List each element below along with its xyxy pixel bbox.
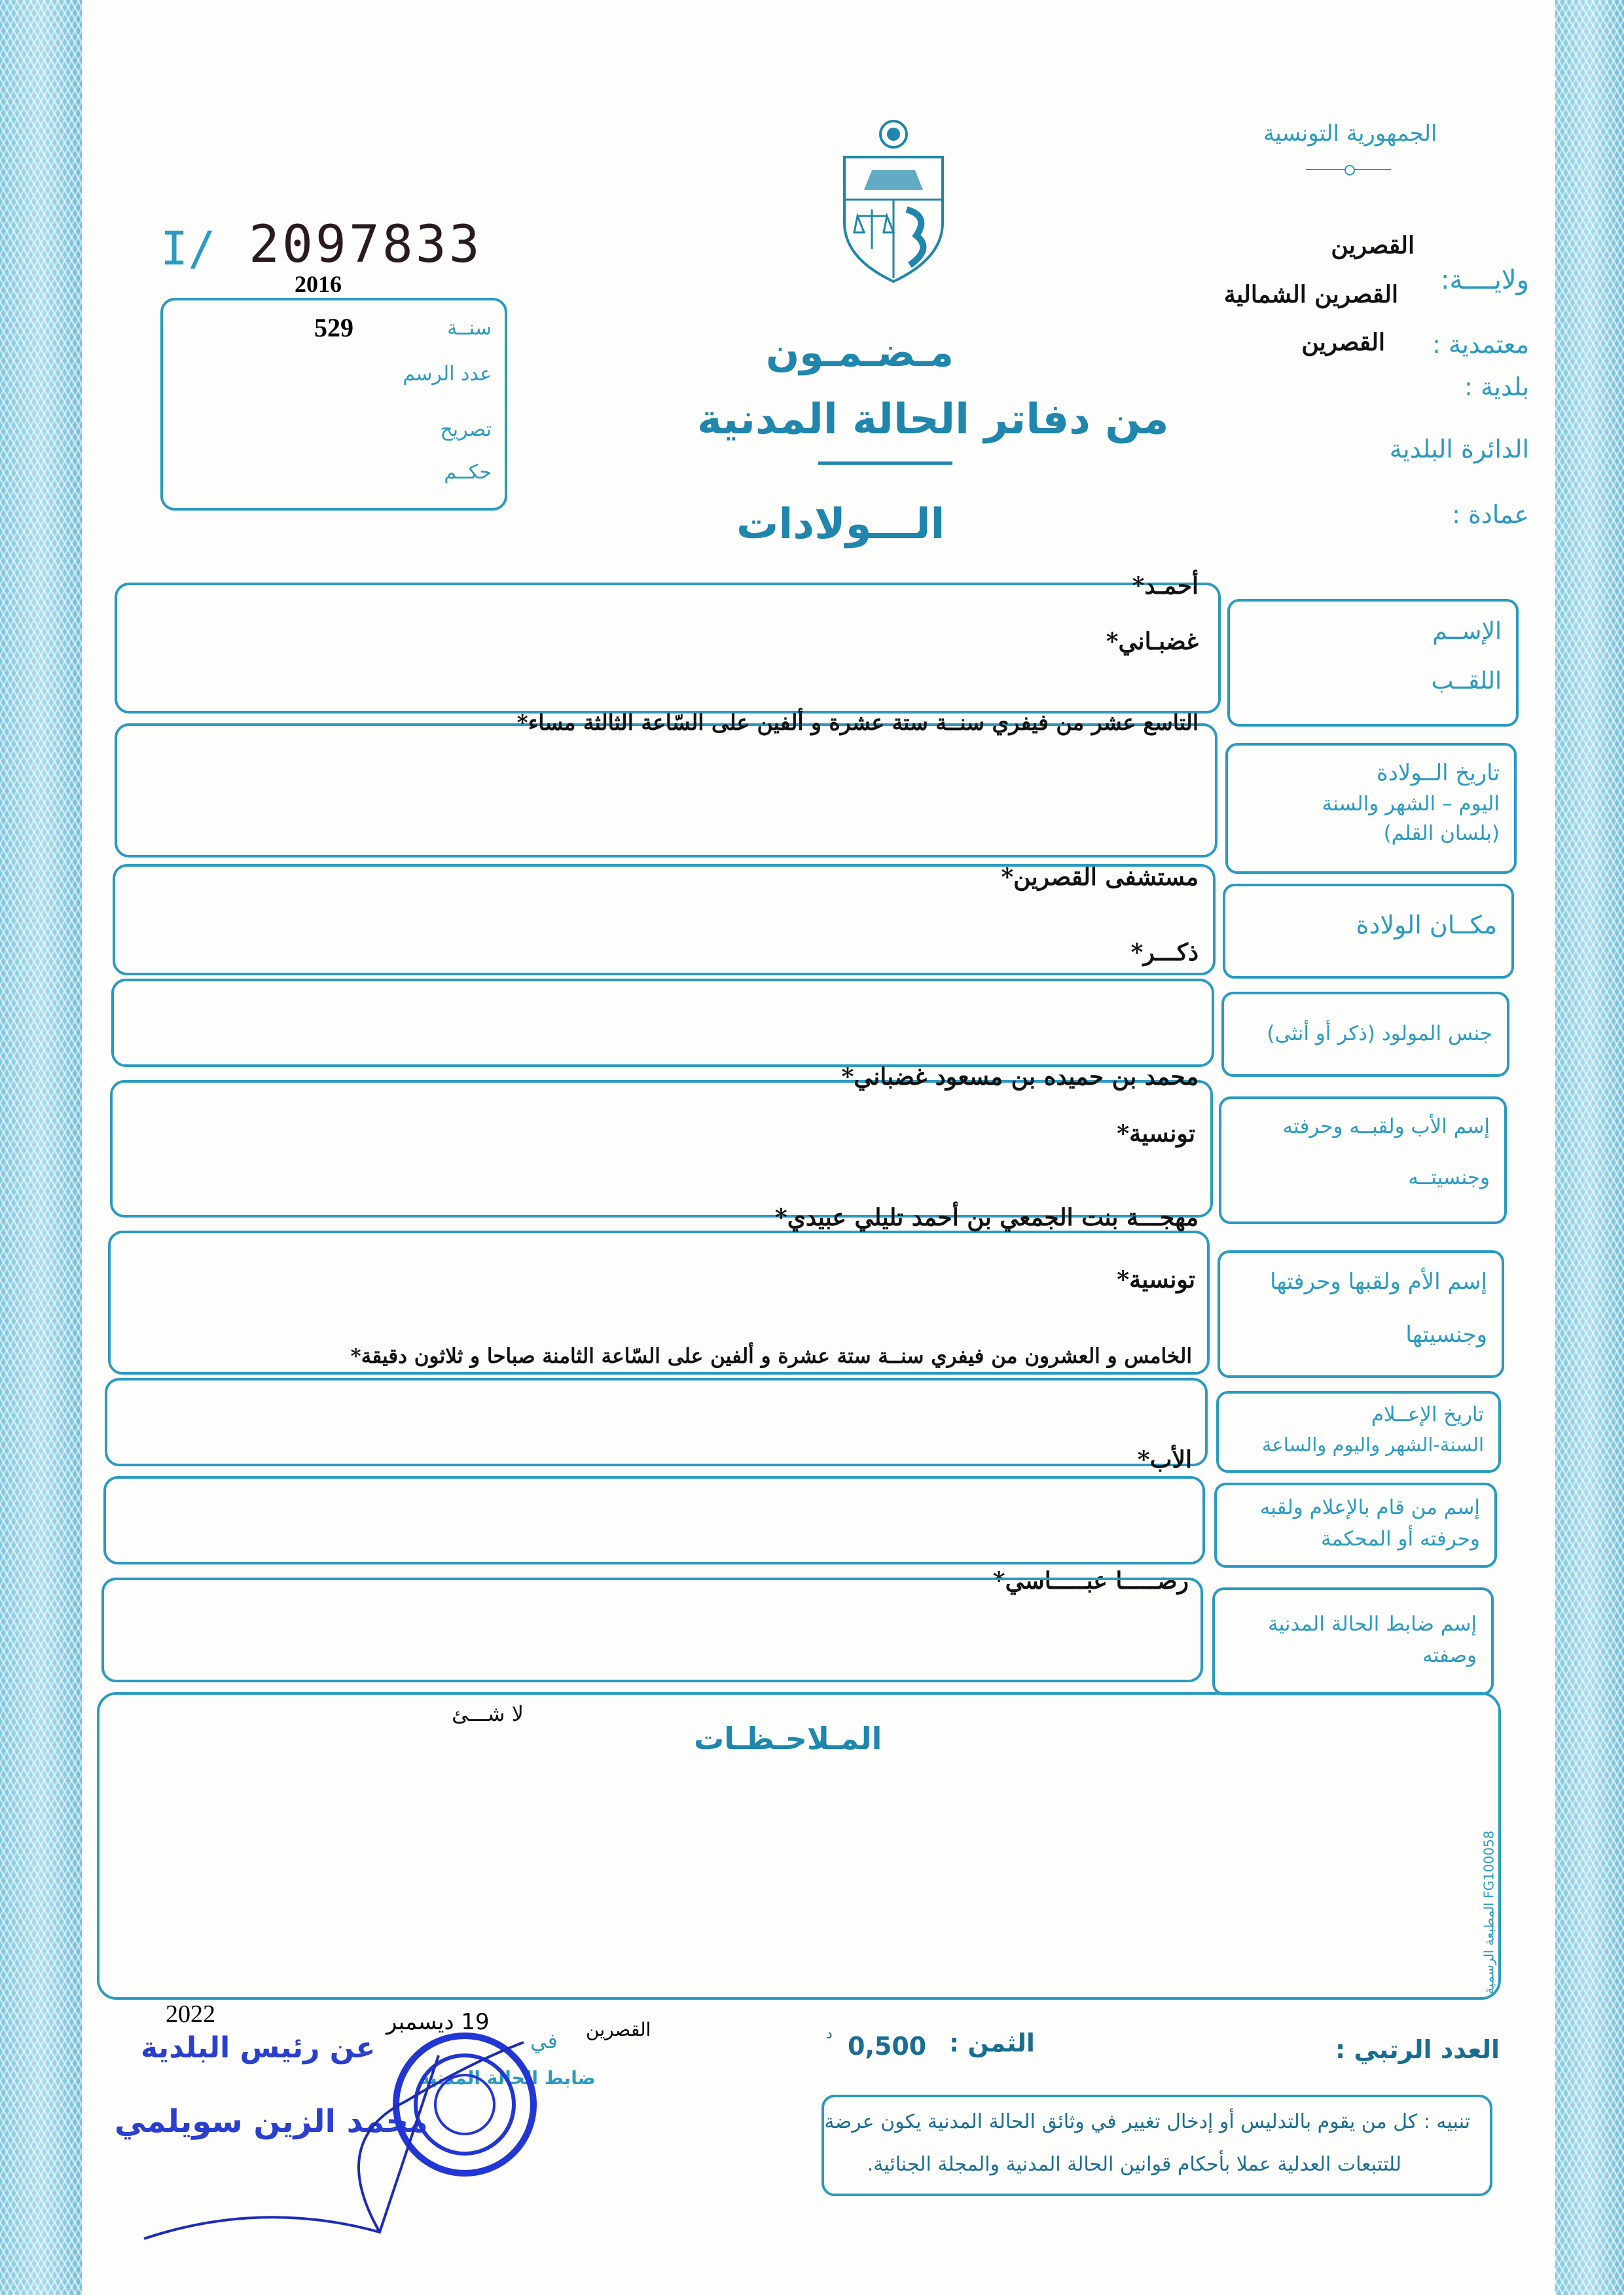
value-father-nationality: تونسية* xyxy=(1117,1120,1195,1148)
value-surname: غضبـاني* xyxy=(1106,628,1199,655)
notice-line-2: للتتبعات العدلية عملا بأحكام قوانين الحالة المدنية والمجلة الجنائية. xyxy=(867,2153,1401,2176)
value-box-declaration-date xyxy=(105,1378,1208,1466)
judgment-label: حكــم xyxy=(444,461,492,484)
guilloche-border-left xyxy=(0,0,82,2295)
price-value: 0,500 xyxy=(848,2032,927,2061)
delegation-value: القصرين الشمالية xyxy=(1223,281,1398,308)
serial-year: 2016 xyxy=(295,271,342,297)
serial-order-label: العدد الرتبي : xyxy=(1335,2035,1500,2064)
label-birth-place: مكــان الولادة xyxy=(1356,911,1497,939)
value-birth-date: التاسع عشر من فيفري سنــة ستة عشرة و ألفين على السّاعة الثالثة مساء* xyxy=(516,710,1199,735)
remarks-value: لا شـــئ xyxy=(452,1701,524,1726)
district-label: الدائرة البلدية xyxy=(1389,435,1529,463)
divider-circle-icon xyxy=(1344,165,1355,175)
value-box-father xyxy=(110,1080,1213,1218)
label-box-declarant xyxy=(1214,1483,1497,1568)
label-birth-date-format: اليوم – الشهر والسنة xyxy=(1322,792,1500,816)
value-box-birth-date xyxy=(115,723,1218,858)
value-box-sex xyxy=(111,979,1214,1067)
declaration-label: تصريح xyxy=(440,418,492,441)
value-declaration-date: الخامس و العشرون من فيفري سنــة ستة عشرة و ألفين على السّاعة الثامنة صباحا و ثلاثون دقيقة* xyxy=(350,1345,1192,1368)
signature-title: ضابط الحالة المدنية xyxy=(419,2067,596,2089)
label-first-name: الإســم xyxy=(1432,618,1502,645)
delegation-label: معتمدية : xyxy=(1432,330,1529,359)
title-extract: مـضـمـون xyxy=(766,330,954,376)
municipality-label: بلدية : xyxy=(1464,372,1529,401)
governorate-value: القصرين xyxy=(1331,232,1415,259)
serial-number: 2097833 xyxy=(249,215,482,274)
label-registrar-title: وصفته xyxy=(1422,1644,1477,1668)
label-father: إسم الأب ولقبــه وحرفته xyxy=(1282,1115,1490,1138)
issue-date-year: 2022 xyxy=(166,2000,215,2028)
municipality-value: القصرين xyxy=(1301,329,1385,356)
act-number-label: عدد الرسم xyxy=(403,363,492,386)
value-declarant: الأب* xyxy=(1137,1446,1192,1473)
signature-on-behalf: عن رئيس البلدية xyxy=(141,2031,376,2065)
value-box-declarant xyxy=(103,1476,1205,1564)
wilaya-label: ولايــــة: xyxy=(1440,265,1529,295)
value-registrar: رضـــــا عبـــــاسي* xyxy=(992,1567,1189,1595)
value-box-name xyxy=(115,583,1221,714)
label-box-father xyxy=(1219,1096,1507,1224)
guilloche-border-right xyxy=(1555,0,1624,2295)
label-box-birth-date xyxy=(1225,743,1517,874)
price-unit: د xyxy=(826,2026,833,2042)
label-declaration-date-format: السنة-الشهر واليوم والساعة xyxy=(1261,1434,1484,1456)
register-year-label: سنــة xyxy=(447,317,492,340)
printer-mark: المطبعة الرسمية FG100058 xyxy=(1481,1830,1497,1995)
label-mother: إسم الأم ولقبها وحرفتها xyxy=(1270,1269,1487,1295)
label-birth-date: تاريخ الــولادة xyxy=(1376,760,1500,786)
value-box-registrar xyxy=(101,1578,1203,1682)
label-declarant-profession: وحرفته أو المحكمة xyxy=(1321,1527,1480,1551)
issue-place: القصرين xyxy=(586,2019,651,2040)
label-declaration-date: تاريخ الإعــلام xyxy=(1371,1403,1484,1426)
issue-date-day-month: 19 ديسمبر xyxy=(386,2009,490,2035)
label-box-birth-place xyxy=(1223,884,1514,979)
serial-prefix: I/ xyxy=(160,222,216,276)
label-birth-date-note: (بلسان القلم) xyxy=(1383,822,1500,846)
remarks-title: المـلاحـظـات xyxy=(694,1721,882,1756)
signature-name: محمد الزين سويلمي xyxy=(115,2103,428,2140)
title-civil-registers: من دفاتر الحالة المدنية xyxy=(697,395,1169,444)
label-mother-nationality: وجنسيتها xyxy=(1405,1321,1487,1348)
value-first-name: أحمـد* xyxy=(1132,572,1199,600)
tunisia-coat-of-arms-icon xyxy=(838,118,949,285)
section-births-title: الـــولادات xyxy=(736,500,945,549)
value-mother-nationality: تونسية* xyxy=(1117,1266,1195,1293)
register-year-value: 529 xyxy=(314,313,353,342)
label-surname: اللقــب xyxy=(1431,667,1502,695)
label-father-nationality: وجنسيتــه xyxy=(1408,1166,1490,1190)
label-box-declaration-date xyxy=(1216,1391,1501,1473)
title-underline xyxy=(818,461,952,465)
label-box-registrar xyxy=(1212,1587,1494,1695)
value-mother: مهجـــة بنت الجمعي بن أحمد تليلي عبيدي* xyxy=(774,1204,1199,1231)
price-label: الثمن : xyxy=(949,2029,1035,2057)
value-sex: ذكـــر* xyxy=(1130,939,1199,966)
value-father: محمد بن حميده بن مسعود غضباني* xyxy=(841,1063,1199,1091)
issue-date-prefix: في xyxy=(530,2029,558,2053)
label-box-mother xyxy=(1218,1250,1504,1378)
label-box-sex xyxy=(1221,992,1509,1077)
notice-line-1: تنبيه : كل من يقوم بالتدليس أو إدخال تغيير في وثائق الحالة المدنية يكون عرضة xyxy=(824,2110,1470,2133)
imada-label: عمادة : xyxy=(1452,500,1529,529)
label-registrar: إسم ضابط الحالة المدنية xyxy=(1267,1612,1477,1636)
republic-heading: الجمهورية التونسية xyxy=(1263,120,1437,147)
label-sex: جنس المولود (ذكر أو أنثى) xyxy=(1267,1022,1492,1045)
official-stamp-and-signature-icon xyxy=(131,2016,550,2252)
value-birth-place: مستشفى القصرين* xyxy=(1001,863,1199,891)
label-box-name xyxy=(1227,599,1519,727)
label-declarant: إسم من قام بالإعلام ولقبه xyxy=(1259,1496,1480,1519)
